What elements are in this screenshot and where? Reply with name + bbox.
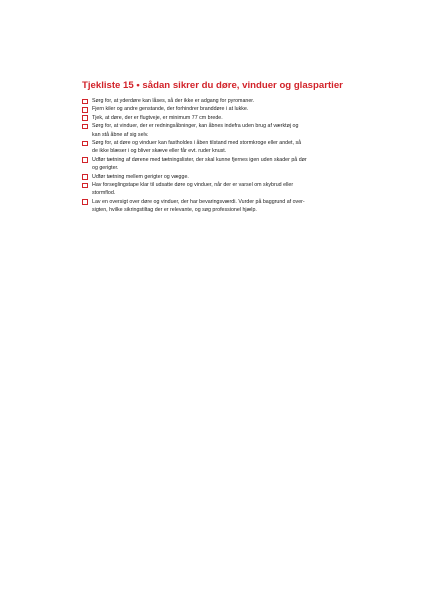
checklist-item-text: de ikke blæser i og bliver skæve eller får evt. ruder knust.: [92, 148, 227, 155]
checklist-item-text: Udfør tætning mellem gerigter og vægge.: [92, 173, 189, 180]
checklist-item: [82, 139, 350, 156]
checkbox-icon: [82, 115, 88, 121]
checkbox-icon: [82, 157, 88, 163]
checklist-item: [82, 122, 350, 139]
checklist: [82, 97, 350, 215]
checklist-item-text: sigten, hvilke sikringstiltag der er relevante, og søg professionel hjælp.: [92, 207, 257, 214]
checkbox-icon: [82, 124, 88, 130]
checkbox-icon: [82, 174, 88, 180]
checkbox-icon: [82, 183, 88, 189]
checklist-item-text: Sørg for, at døre og vinduer kan fastholdes i åben tilstand med stormkroge eller andet, så: [92, 140, 302, 147]
checklist-item: [82, 198, 350, 215]
checklist-item-text: Sørg for, at vinduer, der er redningsåbninger, kan åbnes indefra uden brug af værktøj og: [92, 123, 299, 130]
checklist-title: Tjekliste 15 • sådan sikrer du døre, vinduer og glaspartier: [82, 80, 343, 91]
checklist-item-text: stormflod.: [92, 190, 116, 197]
checklist-item-text: Udfør tætning af dørene med tætningslister, der skal kunne fjernes igen uden skader på dør: [92, 156, 307, 163]
checklist-item-text: Lav en oversigt over døre og vinduer, der har bevaringsværdi. Vurder på baggrund af over-: [92, 198, 305, 205]
checklist-item-text: Fjern kiler og andre genstande, der forhindrer branddøre i at lukke.: [92, 106, 249, 113]
checklist-item-text: og gerigter.: [92, 165, 119, 172]
checklist-item-text: kan stå åbne af sig selv.: [92, 131, 149, 138]
checkbox-icon: [82, 99, 88, 105]
checkbox-icon: [82, 141, 88, 147]
checklist-item: [82, 173, 350, 181]
checklist-item-text: Tjek, at døre, der er flugtveje, er minimum 77 cm brede.: [92, 114, 223, 121]
checklist-item: [82, 156, 350, 173]
checklist-item-text: Hav forseglingstape klar til udsatte døre og vinduer, når der er varsel om skybrud eller: [92, 182, 294, 189]
checklist-item: [82, 114, 350, 122]
checkbox-icon: [82, 199, 88, 205]
checkbox-icon: [82, 107, 88, 113]
checklist-item: [82, 97, 350, 105]
checklist-item-text: Sørg for, at yderdøre kan låses, så der ikke er adgang for pyromaner.: [92, 98, 255, 104]
checklist-item: [82, 181, 350, 198]
checklist-item: [82, 105, 350, 113]
